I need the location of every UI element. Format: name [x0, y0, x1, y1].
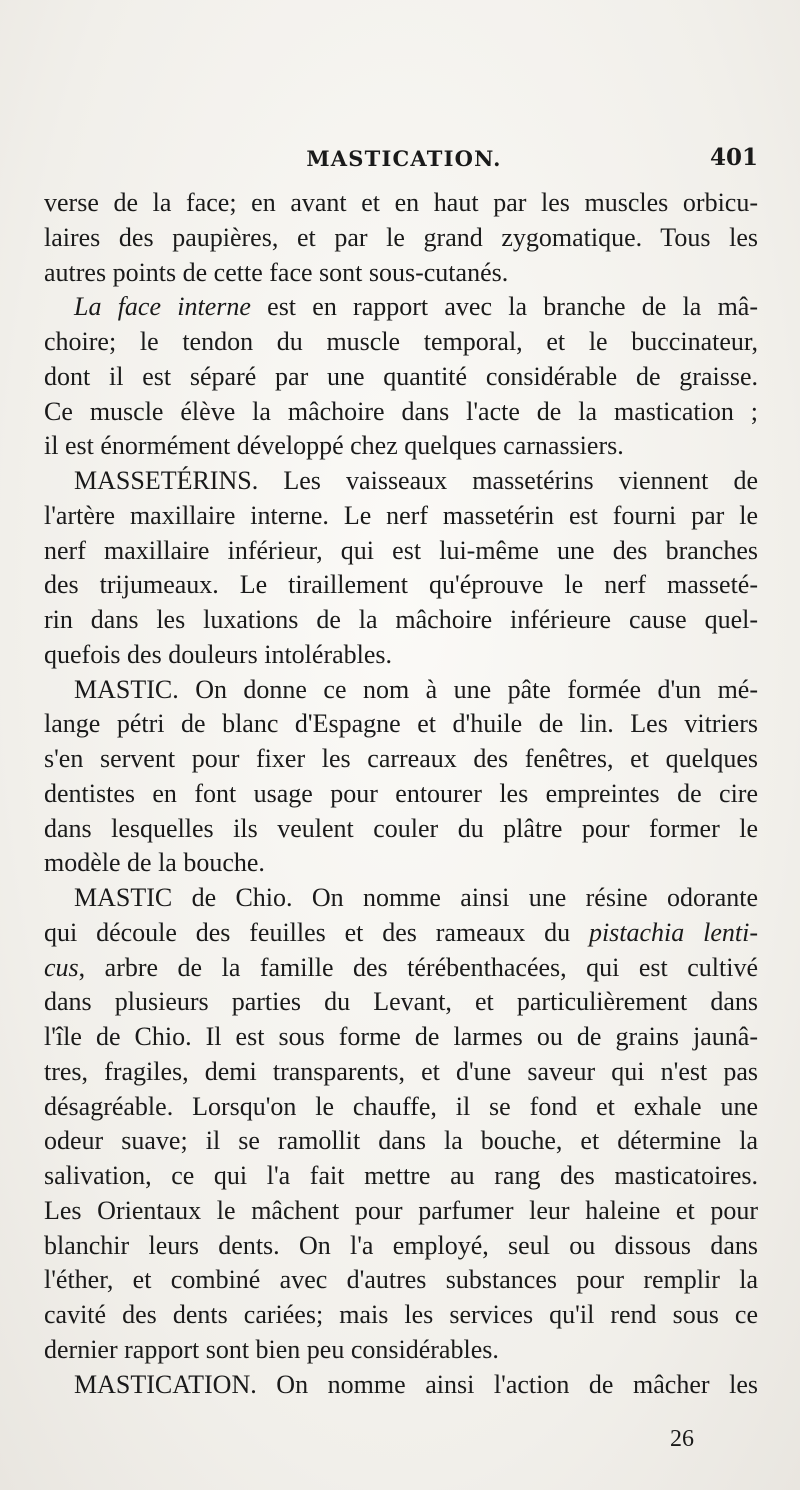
running-title: MASTICATION. [306, 146, 502, 171]
text-line: l'artère maxillaire interne. Le nerf massetérin est fourni par le [44, 500, 758, 530]
text-line: rin dans les luxations de la mâchoire inférieure cause quel- [44, 605, 758, 634]
text-line: La face interne est en rapport avec la branche de la mâ- [74, 292, 758, 322]
text-line: salivation, ce qui l'a fait mettre au rang des masticatoires. [44, 1161, 758, 1190]
text-line: dont il est séparé par une quantité considérable de graisse. [44, 361, 758, 391]
text-line: quefois des douleurs intolérables. [44, 639, 393, 669]
italic-phrase: cus [44, 952, 79, 982]
text-line: dentistes en font usage pour entourer les empreintes de cire [44, 778, 758, 808]
text-line: s'en servent pour fixer les carreaux des fenêtres, et quelques [44, 744, 758, 773]
text-line: nerf maxillaire inférieur, qui est lui-même une des branches [44, 535, 758, 565]
text-line: MASTIC de Chio. On nomme ainsi une résine odorante [74, 883, 758, 912]
text-line: l'éther, et combiné avec d'autres substances pour remplir la [44, 1265, 758, 1295]
italic-phrase: pistachia lenti- [588, 917, 758, 947]
text-line: il est énormément développé chez quelques carnassiers. [44, 431, 624, 461]
text-line: MASSETÉRINS. Les vaisseaux massetérins viennent de [74, 466, 758, 495]
text-line: des trijumeaux. Le tiraillement qu'éprouve le nerf masseté- [44, 570, 758, 600]
italic-phrase: La face interne [74, 292, 251, 322]
text-line: blanchir leurs dents. On l'a employé, seul ou dissous dans [44, 1230, 758, 1260]
text-line: Ce muscle élève la mâchoire dans l'acte de la mastication ; [44, 396, 758, 426]
text-line: choire; le tendon du muscle temporal, et le buccinateur, [44, 327, 758, 356]
text-line: MASTICATION. On nomme ainsi l'action de mâcher les [74, 1369, 758, 1399]
text-line: laires des paupières, et par le grand zygomatique. Tous les [44, 222, 758, 252]
text-line: désagréable. Lorsqu'on le chauffe, il se fond et exhale une [44, 1091, 758, 1121]
text-line: odeur suave; il se ramollit dans la bouche, et détermine la [44, 1126, 758, 1156]
text-line: tres, fragiles, demi transparents, et d'une saveur qui n'est pas [44, 1056, 758, 1086]
text-line: Les Orientaux le mâchent pour parfumer leur haleine et pour [44, 1195, 758, 1225]
body-text [44, 186, 758, 1402]
page-number: 401 [709, 144, 758, 171]
text-line: lange pétri de blanc d'Espagne et d'huile de lin. Les vitriers [44, 709, 758, 739]
text-line: verse de la face; en avant et en haut par les muscles orbicu- [44, 188, 758, 217]
text-line: dans lesquelles ils veulent couler du plâtre pour former le [44, 813, 758, 843]
text-line: autres points de cette face sont sous-cutanés. [44, 257, 509, 287]
text-line: l'île de Chio. Il est sous forme de larmes ou de grains jaunâ- [44, 1022, 758, 1051]
text-line: dernier rapport sont bien peu considérables. [44, 1334, 499, 1364]
text-line: modèle de la bouche. [44, 848, 265, 878]
text-line: cus, arbre de la famille des térébenthacées, qui est cultivé [44, 952, 758, 982]
text-line: MASTIC. On donne ce nom à une pâte formée d'un mé- [74, 674, 758, 704]
page-header [44, 144, 764, 176]
text-line: dans plusieurs parties du Levant, et particulièrement dans [44, 987, 758, 1017]
signature-mark: 26 [670, 1426, 694, 1452]
text-line: cavité des dents cariées; mais les services qu'il rend sous ce [44, 1300, 758, 1329]
text-line: qui découle des feuilles et des rameaux du pistachia lenti- [44, 917, 758, 947]
